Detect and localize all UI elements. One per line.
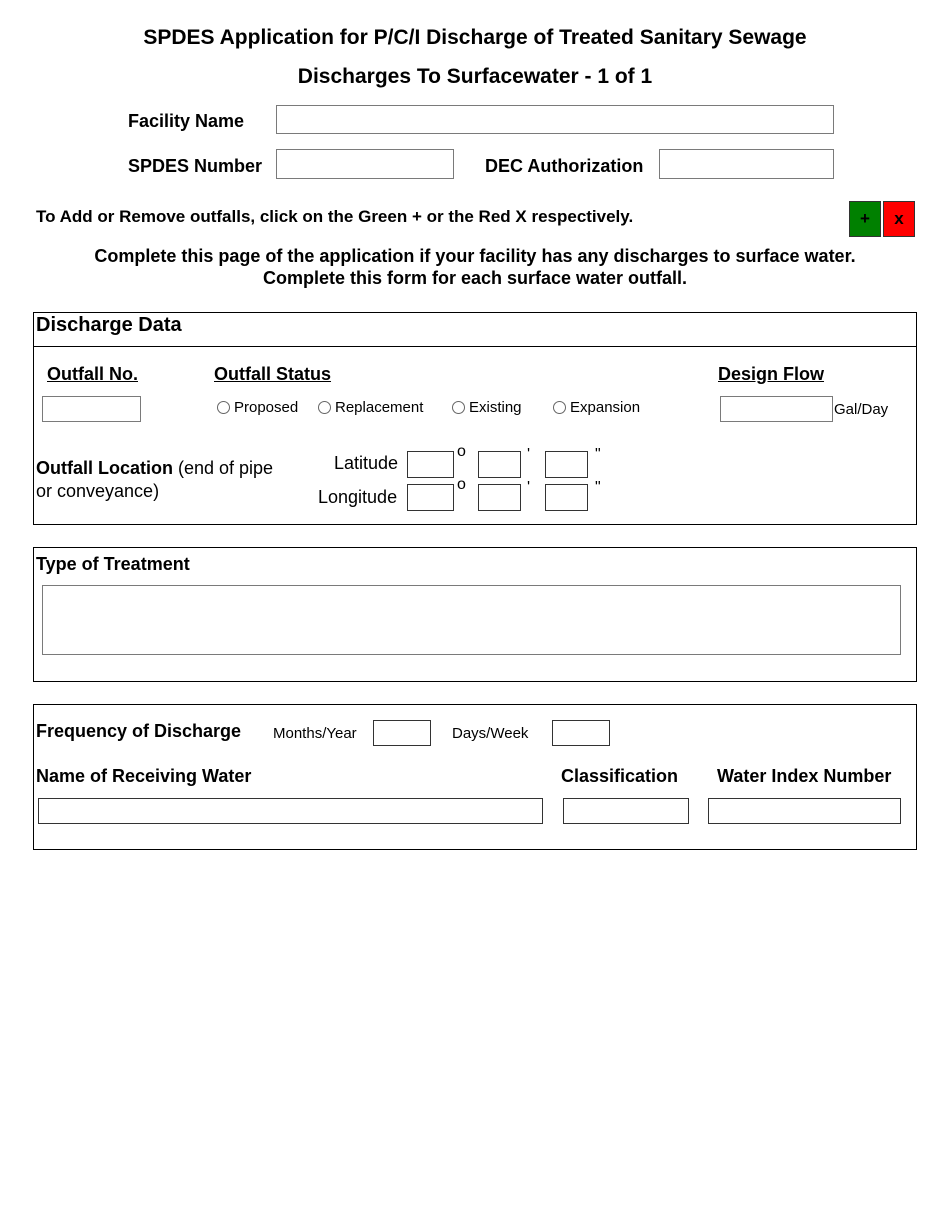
longitude-label: Longitude bbox=[318, 487, 398, 507]
dec-authorization-label: DEC Authorization bbox=[485, 156, 644, 176]
months-year-input[interactable] bbox=[373, 720, 431, 746]
outfall-no-input[interactable] bbox=[42, 396, 141, 422]
spdes-number-label: SPDES Number bbox=[128, 156, 263, 176]
latitude-label: Latitude bbox=[334, 453, 399, 473]
remove-outfall-button[interactable]: x bbox=[883, 201, 915, 237]
classification-label: Classification bbox=[561, 766, 679, 786]
dec-authorization-input[interactable] bbox=[659, 149, 834, 179]
degree-symbol: o bbox=[457, 443, 466, 460]
status-option-replacement[interactable]: Replacement bbox=[318, 399, 423, 416]
status-option-proposed[interactable]: Proposed bbox=[217, 399, 298, 416]
latitude-seconds-input[interactable] bbox=[545, 451, 588, 478]
status-option-existing[interactable]: Existing bbox=[452, 399, 522, 416]
water-index-label: Water Index Number bbox=[717, 766, 892, 786]
spdes-number-input[interactable] bbox=[276, 149, 454, 179]
classification-input[interactable] bbox=[563, 798, 689, 824]
facility-name-input[interactable] bbox=[276, 105, 834, 134]
days-week-input[interactable] bbox=[552, 720, 610, 746]
receiving-water-input[interactable] bbox=[38, 798, 543, 824]
longitude-degrees-input[interactable] bbox=[407, 484, 454, 511]
outfall-instruction: To Add or Remove outfalls, click on the Green + or the Red X respectively. bbox=[36, 207, 634, 226]
frequency-label: Frequency of Discharge bbox=[36, 721, 242, 741]
outfall-location-label-line2: or conveyance) bbox=[36, 481, 160, 501]
discharge-data-title: Discharge Data bbox=[36, 314, 182, 336]
radio-icon[interactable] bbox=[217, 401, 230, 414]
intro-line-1: Complete this page of the application if your facility has any discharges to surface water. bbox=[94, 246, 856, 266]
degree-symbol: o bbox=[457, 476, 466, 493]
outfall-no-label: Outfall No. bbox=[47, 364, 138, 384]
longitude-minutes-input[interactable] bbox=[478, 484, 521, 511]
page-subtitle: Discharges To Surfacewater - 1 of 1 bbox=[297, 65, 653, 88]
radio-icon[interactable] bbox=[318, 401, 331, 414]
minute-symbol: ' bbox=[527, 446, 531, 463]
radio-icon[interactable] bbox=[553, 401, 566, 414]
days-week-label: Days/Week bbox=[452, 725, 529, 742]
discharge-data-divider bbox=[33, 346, 917, 347]
outfall-location-label: Outfall Location (end of pipe bbox=[36, 458, 274, 478]
receiving-water-label: Name of Receiving Water bbox=[36, 766, 252, 786]
outfall-status-label: Outfall Status bbox=[214, 364, 332, 384]
intro-line-2: Complete this form for each surface water outfall. bbox=[262, 268, 688, 288]
radio-icon[interactable] bbox=[452, 401, 465, 414]
longitude-seconds-input[interactable] bbox=[545, 484, 588, 511]
water-index-input[interactable] bbox=[708, 798, 901, 824]
design-flow-label: Design Flow bbox=[718, 364, 825, 384]
latitude-degrees-input[interactable] bbox=[407, 451, 454, 478]
latitude-minutes-input[interactable] bbox=[478, 451, 521, 478]
second-symbol: " bbox=[595, 479, 601, 496]
design-flow-input[interactable] bbox=[720, 396, 833, 422]
status-option-expansion[interactable]: Expansion bbox=[553, 399, 640, 416]
treatment-textarea[interactable] bbox=[42, 585, 901, 655]
design-flow-unit: Gal/Day bbox=[834, 401, 889, 418]
minute-symbol: ' bbox=[527, 479, 531, 496]
second-symbol: " bbox=[595, 446, 601, 463]
facility-name-label: Facility Name bbox=[128, 111, 245, 131]
treatment-title: Type of Treatment bbox=[36, 554, 190, 574]
add-outfall-button[interactable]: + bbox=[849, 201, 881, 237]
page-title: SPDES Application for P/C/I Discharge of Treated Sanitary Sewage bbox=[143, 26, 807, 49]
months-year-label: Months/Year bbox=[273, 725, 357, 742]
